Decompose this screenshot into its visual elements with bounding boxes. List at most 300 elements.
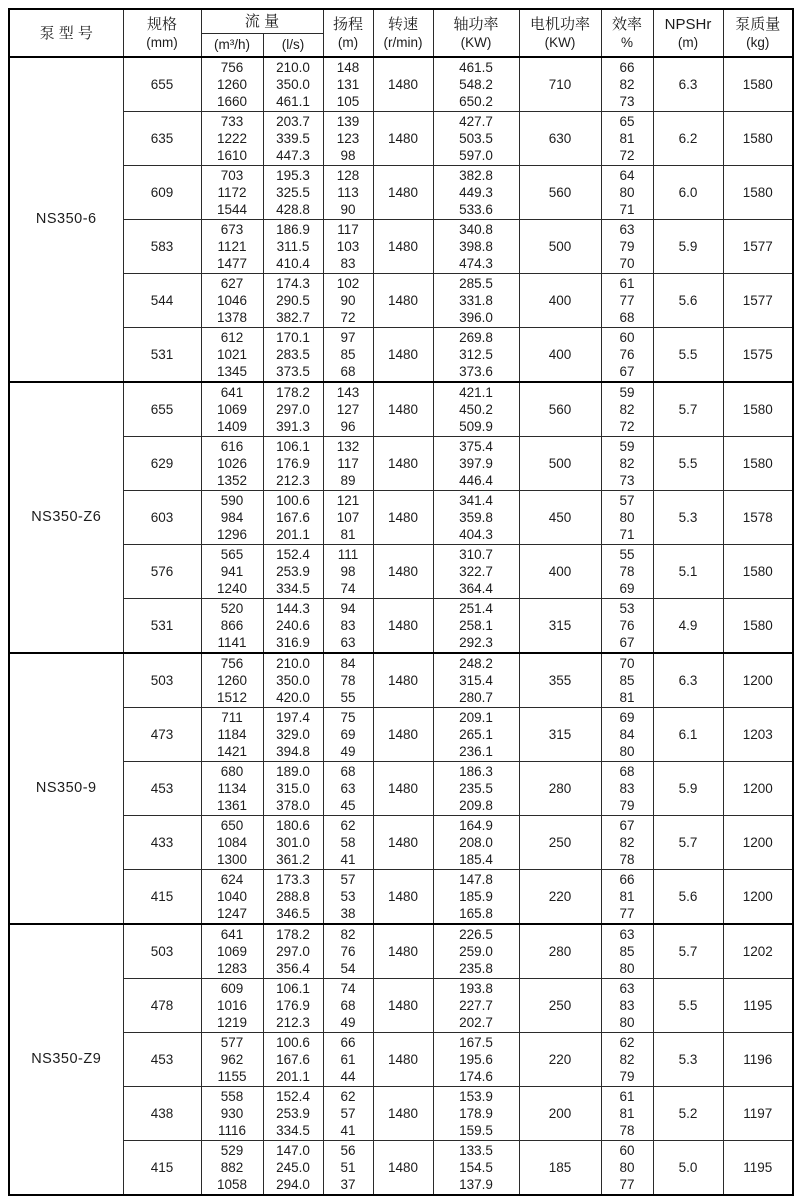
flow-ls-cell-line: 311.5: [276, 239, 310, 254]
efficiency-cell-line: 71: [619, 202, 635, 217]
flow-ls-cell-line: 152.4: [276, 547, 310, 562]
header-npshr-unit: (m): [677, 35, 699, 50]
flow-m3h-cell: [201, 437, 263, 491]
flow-ls-cell-line: 170.1: [276, 330, 310, 345]
flow-ls-cell-line: 288.8: [276, 889, 310, 904]
shaft-power-cell-line: 382.8: [459, 168, 493, 183]
header-shaft-power-label: 轴功率: [453, 16, 499, 33]
shaft-power-cell-line: 174.6: [459, 1069, 493, 1084]
header-flow-ls-unit: (l/s): [263, 34, 323, 58]
shaft-power-cell: [433, 545, 519, 599]
head-cell-line: 74: [340, 981, 356, 996]
efficiency-cell-line: 81: [619, 1106, 635, 1121]
efficiency-cell-line: 55: [619, 547, 635, 562]
flow-ls-cell-line: 167.6: [276, 1052, 310, 1067]
spec-cell: 531: [123, 328, 201, 383]
efficiency-cell-line: 66: [619, 872, 635, 887]
pump-mass-cell: 1577: [723, 274, 793, 328]
shaft-power-cell-line: 202.7: [459, 1015, 493, 1030]
shaft-power-cell-line: 548.2: [459, 77, 493, 92]
flow-m3h-cell-line: 1069: [216, 402, 248, 417]
flow-m3h-cell-line: 558: [220, 1089, 244, 1104]
spec-cell: 603: [123, 491, 201, 545]
flow-ls-cell-line: 391.3: [276, 419, 310, 434]
flow-ls-cell-line: 316.9: [276, 635, 310, 650]
flow-m3h-cell-line: 711: [221, 710, 243, 725]
flow-ls-cell: [263, 57, 323, 112]
head-cell: [323, 437, 373, 491]
table-body: [9, 57, 793, 1195]
flow-ls-cell-line: 373.5: [276, 364, 310, 379]
shaft-power-cell-line: 195.6: [459, 1052, 493, 1067]
spec-cell: 433: [123, 816, 201, 870]
efficiency-cell-line: 77: [619, 293, 635, 308]
head-cell-line: 62: [340, 818, 356, 833]
shaft-power-cell-line: 193.8: [459, 981, 493, 996]
flow-m3h-cell-line: 520: [220, 601, 244, 616]
spec-cell: 473: [123, 708, 201, 762]
head-cell-line: 41: [340, 1123, 356, 1138]
header-motor-power-label: 电机功率: [530, 16, 591, 33]
flow-ls-cell-line: 186.9: [276, 222, 310, 237]
head-cell-line: 57: [340, 872, 356, 887]
header-efficiency-label: 效率: [612, 16, 643, 33]
flow-ls-cell-line: 339.5: [276, 131, 310, 146]
motor-power-cell: 500: [519, 437, 601, 491]
efficiency-cell-line: 82: [619, 835, 635, 850]
head-cell: [323, 1141, 373, 1196]
flow-m3h-cell-line: 1610: [216, 148, 248, 163]
efficiency-cell-line: 68: [619, 310, 635, 325]
pump-mass-cell: 1580: [723, 382, 793, 437]
shaft-power-cell-line: 236.1: [459, 744, 493, 759]
head-cell-line: 123: [336, 131, 360, 146]
npshr-cell: 5.6: [653, 274, 723, 328]
efficiency-cell-line: 81: [619, 690, 635, 705]
efficiency-cell-line: 78: [619, 1123, 635, 1138]
flow-ls-cell-line: 361.2: [276, 852, 310, 867]
efficiency-cell: [601, 491, 653, 545]
npshr-cell: 5.5: [653, 328, 723, 383]
flow-ls-cell-line: 334.5: [276, 581, 310, 596]
flow-m3h-cell-line: 1345: [216, 364, 248, 379]
shaft-power-cell: [433, 1033, 519, 1087]
shaft-power-cell-line: 165.8: [459, 906, 493, 921]
npshr-cell: 5.2: [653, 1087, 723, 1141]
flow-m3h-cell-line: 1134: [217, 781, 247, 796]
flow-m3h-cell-line: 866: [220, 618, 244, 633]
efficiency-cell-line: 81: [619, 889, 635, 904]
flow-ls-cell-line: 294.0: [276, 1177, 310, 1192]
flow-ls-cell: [263, 708, 323, 762]
pump-mass-cell: 1580: [723, 166, 793, 220]
head-cell-line: 75: [340, 710, 356, 725]
flow-m3h-cell-line: 733: [220, 114, 244, 129]
spec-cell: 503: [123, 924, 201, 979]
flow-m3h-cell: [201, 762, 263, 816]
npshr-cell: 5.9: [653, 762, 723, 816]
spec-row: [9, 1033, 793, 1087]
header-speed-label: 转速: [388, 16, 419, 33]
efficiency-cell-line: 72: [619, 148, 635, 163]
flow-m3h-cell-line: 1116: [217, 1123, 247, 1138]
flow-ls-cell: [263, 1033, 323, 1087]
head-cell-line: 45: [340, 798, 356, 813]
efficiency-cell-line: 82: [619, 456, 635, 471]
shaft-power-cell: [433, 816, 519, 870]
flow-m3h-cell-line: 1240: [216, 581, 248, 596]
flow-ls-cell-line: 253.9: [276, 1106, 310, 1121]
head-cell-line: 57: [340, 1106, 356, 1121]
flow-ls-cell-line: 106.1: [276, 981, 310, 996]
head-cell: [323, 274, 373, 328]
flow-ls-cell-line: 201.1: [276, 1069, 310, 1084]
flow-m3h-cell-line: 1184: [217, 727, 247, 742]
flow-m3h-cell-line: 1300: [216, 852, 248, 867]
flow-m3h-cell-line: 1040: [216, 889, 248, 904]
flow-ls-cell-line: 195.3: [276, 168, 310, 183]
head-cell-line: 49: [340, 1015, 356, 1030]
head-cell-line: 117: [337, 222, 359, 237]
flow-ls-cell-line: 253.9: [276, 564, 310, 579]
efficiency-cell-line: 63: [619, 927, 635, 942]
efficiency-cell-line: 83: [619, 781, 635, 796]
spec-row: [9, 870, 793, 925]
spec-cell: 635: [123, 112, 201, 166]
spec-row: [9, 653, 793, 708]
flow-m3h-cell-line: 1247: [216, 906, 248, 921]
efficiency-cell-line: 59: [619, 439, 635, 454]
flow-m3h-cell-line: 984: [220, 510, 244, 525]
flow-m3h-cell-line: 673: [220, 222, 244, 237]
pump-model-cell: NS350-6: [9, 57, 123, 382]
flow-m3h-cell-line: 1378: [216, 310, 248, 325]
head-cell-line: 63: [340, 635, 356, 650]
pump-model-cell: NS350-Z9: [9, 924, 123, 1195]
head-cell-line: 84: [340, 656, 356, 671]
pump-mass-cell: 1575: [723, 328, 793, 383]
shaft-power-cell-line: 285.5: [459, 276, 493, 291]
head-cell-line: 44: [340, 1069, 356, 1084]
flow-ls-cell: [263, 274, 323, 328]
flow-m3h-cell-line: 1544: [216, 202, 248, 217]
flow-ls-cell-line: 428.8: [276, 202, 310, 217]
shaft-power-cell-line: 396.0: [459, 310, 493, 325]
flow-ls-cell-line: 283.5: [276, 347, 310, 362]
speed-cell: 1480: [373, 924, 433, 979]
efficiency-cell-line: 66: [619, 60, 635, 75]
shaft-power-cell-line: 312.5: [459, 347, 493, 362]
head-cell-line: 111: [337, 547, 359, 562]
speed-cell: 1480: [373, 599, 433, 654]
flow-ls-cell-line: 189.0: [276, 764, 310, 779]
flow-m3h-cell: [201, 870, 263, 925]
motor-power-cell: 400: [519, 545, 601, 599]
shaft-power-cell-line: 248.2: [459, 656, 493, 671]
head-cell: [323, 220, 373, 274]
flow-m3h-cell-line: 1069: [216, 944, 248, 959]
shaft-power-cell-line: 159.5: [459, 1123, 493, 1138]
efficiency-cell: [601, 1033, 653, 1087]
pump-mass-cell: 1578: [723, 491, 793, 545]
npshr-cell: 5.5: [653, 979, 723, 1033]
shaft-power-cell: [433, 1087, 519, 1141]
flow-m3h-cell: [201, 57, 263, 112]
flow-m3h-cell-line: 1283: [216, 961, 248, 976]
shaft-power-cell-line: 235.5: [459, 781, 493, 796]
shaft-power-cell-line: 449.3: [459, 185, 493, 200]
shaft-power-cell-line: 265.1: [459, 727, 493, 742]
flow-ls-cell-line: 461.1: [276, 94, 310, 109]
shaft-power-cell-line: 461.5: [459, 60, 493, 75]
speed-cell: 1480: [373, 1033, 433, 1087]
head-cell: [323, 599, 373, 654]
head-cell-line: 94: [340, 601, 356, 616]
flow-m3h-cell: [201, 979, 263, 1033]
head-cell-line: 66: [340, 1035, 356, 1050]
spec-row: [9, 545, 793, 599]
efficiency-cell-line: 82: [619, 402, 635, 417]
spec-cell: 453: [123, 1033, 201, 1087]
shaft-power-cell: [433, 1141, 519, 1196]
spec-cell: 531: [123, 599, 201, 654]
shaft-power-cell: [433, 870, 519, 925]
shaft-power-cell: [433, 437, 519, 491]
head-cell-line: 82: [340, 927, 356, 942]
efficiency-cell-line: 80: [619, 744, 635, 759]
efficiency-cell-line: 67: [619, 818, 635, 833]
flow-ls-cell: [263, 924, 323, 979]
shaft-power-cell-line: 398.8: [459, 239, 493, 254]
flow-ls-cell-line: 167.6: [276, 510, 310, 525]
header-shaft-power-unit: (KW): [460, 35, 492, 50]
flow-m3h-cell-line: 1121: [217, 239, 247, 254]
flow-ls-cell: [263, 816, 323, 870]
efficiency-cell-line: 60: [619, 330, 635, 345]
flow-ls-cell: [263, 437, 323, 491]
head-cell-line: 63: [340, 781, 356, 796]
head-cell-line: 139: [336, 114, 360, 129]
motor-power-cell: 250: [519, 979, 601, 1033]
efficiency-cell: [601, 328, 653, 383]
flow-ls-cell-line: 356.4: [276, 961, 310, 976]
head-cell: [323, 382, 373, 437]
head-cell-line: 131: [336, 77, 360, 92]
motor-power-cell: 220: [519, 870, 601, 925]
shaft-power-cell-line: 421.1: [459, 385, 493, 400]
npshr-cell: 5.1: [653, 545, 723, 599]
shaft-power-cell-line: 235.8: [459, 961, 493, 976]
flow-ls-cell-line: 290.5: [276, 293, 310, 308]
spec-row: [9, 1087, 793, 1141]
motor-power-cell: 315: [519, 708, 601, 762]
shaft-power-cell-line: 597.0: [459, 148, 493, 163]
flow-ls-cell-line: 180.6: [276, 818, 310, 833]
speed-cell: 1480: [373, 112, 433, 166]
efficiency-cell-line: 81: [619, 131, 635, 146]
head-cell: [323, 1033, 373, 1087]
header-head-label: 扬程: [333, 16, 364, 33]
npshr-cell: 6.3: [653, 57, 723, 112]
header-head-unit: (m): [337, 35, 359, 50]
flow-ls-cell-line: 176.9: [276, 998, 310, 1013]
flow-m3h-cell-line: 616: [220, 439, 244, 454]
efficiency-cell-line: 61: [619, 276, 635, 291]
flow-ls-cell-line: 297.0: [276, 944, 310, 959]
head-cell-line: 121: [336, 493, 360, 508]
efficiency-cell: [601, 274, 653, 328]
efficiency-cell-line: 57: [619, 493, 635, 508]
flow-m3h-cell-line: 756: [220, 656, 244, 671]
flow-ls-cell-line: 147.0: [276, 1143, 310, 1158]
speed-cell: 1480: [373, 274, 433, 328]
head-cell-line: 62: [340, 1089, 356, 1104]
spec-row: [9, 979, 793, 1033]
flow-ls-cell-line: 382.7: [276, 310, 310, 325]
head-cell-line: 68: [340, 364, 356, 379]
efficiency-cell-line: 79: [619, 239, 635, 254]
flow-m3h-cell-line: 590: [220, 493, 244, 508]
flow-m3h-cell: [201, 924, 263, 979]
efficiency-cell-line: 79: [619, 1069, 635, 1084]
pump-mass-cell: 1580: [723, 599, 793, 654]
head-cell-line: 68: [340, 998, 356, 1013]
flow-m3h-cell-line: 1409: [216, 419, 248, 434]
efficiency-cell: [601, 870, 653, 925]
flow-ls-cell-line: 173.3: [276, 872, 310, 887]
flow-m3h-cell-line: 529: [220, 1143, 244, 1158]
flow-ls-cell: [263, 762, 323, 816]
shaft-power-cell-line: 331.8: [459, 293, 493, 308]
efficiency-cell: [601, 166, 653, 220]
flow-ls-cell-line: 203.7: [276, 114, 310, 129]
flow-ls-cell-line: 329.0: [276, 727, 310, 742]
flow-ls-cell: [263, 653, 323, 708]
shaft-power-cell-line: 292.3: [459, 635, 493, 650]
efficiency-cell: [601, 437, 653, 491]
flow-m3h-cell-line: 1260: [216, 673, 248, 688]
spec-row: [9, 924, 793, 979]
efficiency-cell-line: 69: [619, 710, 635, 725]
flow-ls-cell-line: 297.0: [276, 402, 310, 417]
flow-m3h-cell-line: 1296: [216, 527, 248, 542]
head-cell: [323, 328, 373, 383]
shaft-power-cell-line: 397.9: [459, 456, 493, 471]
flow-ls-cell: [263, 328, 323, 383]
flow-m3h-cell-line: 680: [220, 764, 244, 779]
flow-m3h-cell-line: 1660: [216, 94, 248, 109]
shaft-power-cell: [433, 166, 519, 220]
shaft-power-cell-line: 359.8: [459, 510, 493, 525]
head-cell-line: 74: [340, 581, 356, 596]
efficiency-cell-line: 61: [619, 1089, 635, 1104]
shaft-power-cell-line: 474.3: [459, 256, 493, 271]
npshr-cell: 5.7: [653, 816, 723, 870]
flow-ls-cell: [263, 870, 323, 925]
efficiency-cell-line: 79: [619, 798, 635, 813]
head-cell-line: 89: [340, 473, 356, 488]
flow-m3h-cell: [201, 1141, 263, 1196]
head-cell: [323, 1087, 373, 1141]
head-cell-line: 78: [340, 673, 356, 688]
motor-power-cell: 560: [519, 382, 601, 437]
flow-m3h-cell-line: 1477: [216, 256, 248, 271]
shaft-power-cell: [433, 599, 519, 654]
shaft-power-cell: [433, 220, 519, 274]
shaft-power-cell-line: 226.5: [459, 927, 493, 942]
efficiency-cell-line: 70: [619, 656, 635, 671]
flow-m3h-cell-line: 882: [220, 1160, 244, 1175]
shaft-power-cell-line: 503.5: [459, 131, 493, 146]
head-cell-line: 58: [340, 835, 356, 850]
shaft-power-cell: [433, 979, 519, 1033]
shaft-power-cell-line: 185.9: [459, 889, 493, 904]
spec-row: [9, 57, 793, 112]
flow-ls-cell: [263, 545, 323, 599]
head-cell-line: 38: [340, 906, 356, 921]
efficiency-cell-line: 53: [619, 601, 635, 616]
head-cell-line: 55: [340, 690, 356, 705]
flow-m3h-cell-line: 1219: [216, 1015, 248, 1030]
head-cell-line: 143: [336, 385, 360, 400]
flow-ls-cell-line: 178.2: [276, 385, 310, 400]
flow-m3h-cell: [201, 599, 263, 654]
head-cell: [323, 816, 373, 870]
head-cell-line: 76: [340, 944, 356, 959]
efficiency-cell: [601, 112, 653, 166]
shaft-power-cell-line: 186.3: [459, 764, 493, 779]
head-cell-line: 83: [340, 618, 356, 633]
spec-row: [9, 437, 793, 491]
flow-ls-cell-line: 346.5: [276, 906, 310, 921]
flow-m3h-cell-line: 1352: [216, 473, 248, 488]
efficiency-cell-line: 85: [619, 673, 635, 688]
efficiency-cell: [601, 816, 653, 870]
head-cell-line: 54: [340, 961, 356, 976]
flow-m3h-cell-line: 1260: [216, 77, 248, 92]
efficiency-cell: [601, 708, 653, 762]
flow-m3h-cell: [201, 220, 263, 274]
head-cell-line: 68: [340, 764, 356, 779]
motor-power-cell: 185: [519, 1141, 601, 1196]
head-cell-line: 90: [340, 202, 356, 217]
motor-power-cell: 220: [519, 1033, 601, 1087]
head-cell: [323, 762, 373, 816]
flow-m3h-cell: [201, 328, 263, 383]
shaft-power-cell-line: 340.8: [459, 222, 493, 237]
efficiency-cell: [601, 762, 653, 816]
flow-m3h-cell-line: 641: [220, 385, 244, 400]
npshr-cell: 5.0: [653, 1141, 723, 1196]
head-cell-line: 90: [340, 293, 356, 308]
flow-m3h-cell-line: 1058: [216, 1177, 248, 1192]
efficiency-cell-line: 63: [619, 222, 635, 237]
header-spec-unit: (mm): [146, 35, 178, 50]
header-shaft-power: [433, 9, 519, 57]
motor-power-cell: 280: [519, 924, 601, 979]
flow-ls-cell: [263, 220, 323, 274]
header-npshr: [653, 9, 723, 57]
spec-cell: 544: [123, 274, 201, 328]
speed-cell: 1480: [373, 437, 433, 491]
efficiency-cell: [601, 1141, 653, 1196]
shaft-power-cell-line: 364.4: [459, 581, 493, 596]
header-flow: [201, 9, 323, 34]
flow-ls-cell-line: 245.0: [276, 1160, 310, 1175]
head-cell-line: 56: [340, 1143, 356, 1158]
speed-cell: 1480: [373, 166, 433, 220]
shaft-power-cell-line: 208.0: [459, 835, 493, 850]
